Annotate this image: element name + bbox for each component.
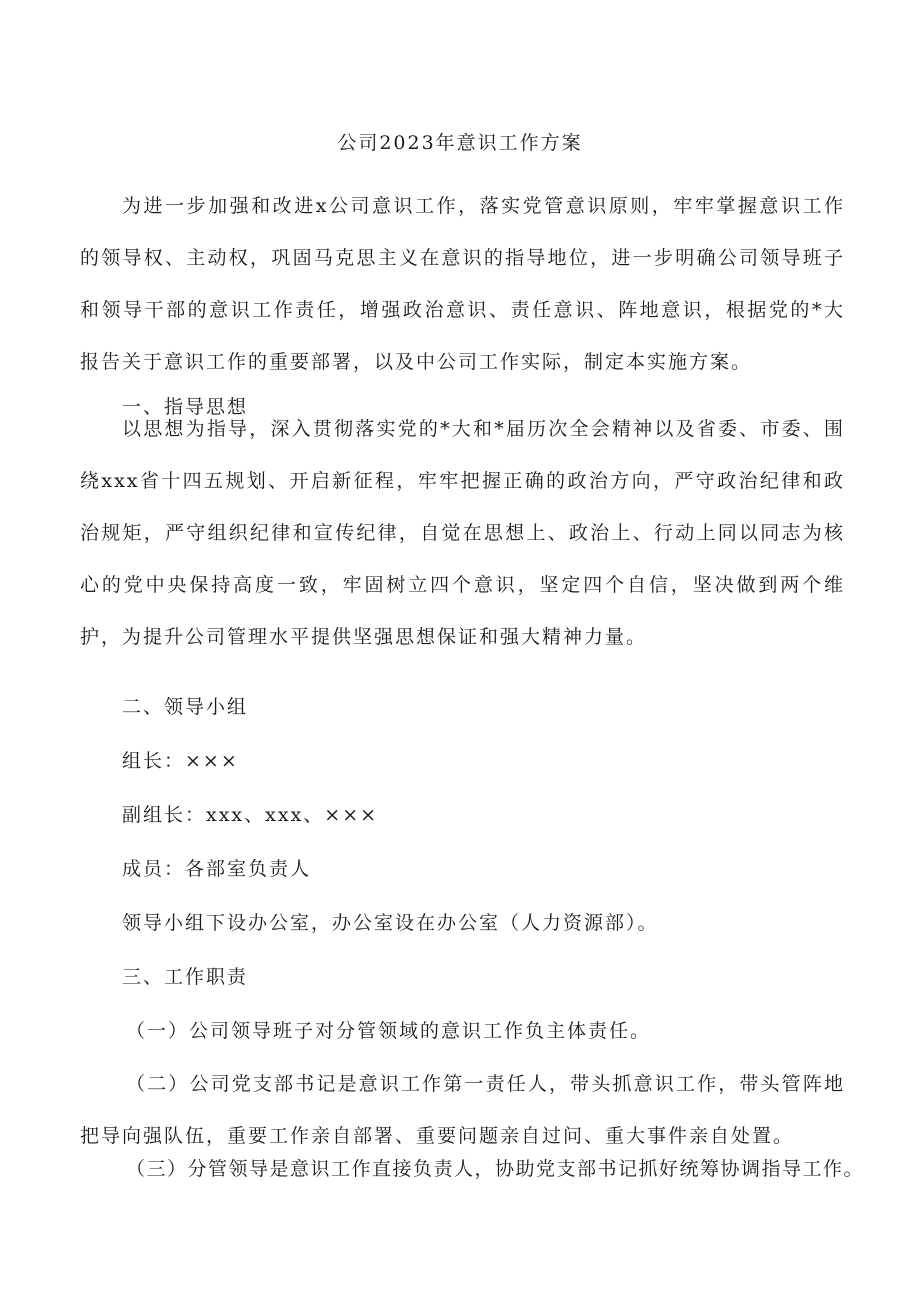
responsibility-item-1: （一）公司领导班子对分管领域的意识工作负主体责任。 — [126, 1020, 652, 1042]
section-heading-leading-group: 二、领导小组 — [122, 696, 249, 718]
group-leader-line: 组长：××× — [122, 750, 239, 772]
section-heading-responsibilities: 三、工作职责 — [122, 966, 249, 988]
members-line: 成员：各部室负责人 — [122, 858, 312, 880]
deputy-leader-line: 副组长：xxx、xxx、××× — [122, 804, 379, 826]
guiding-ideology-paragraph: 以思想为指导，深入贯彻落实党的*大和*届历次全会精神以及省委、市委、围绕xxx省十四五规划、开启新征程，牢牢把握正确的政治方向，严守政治纪律和政治规矩，严守组织纪律和宣传纪律，自觉在思想上、政治上、行动上同以同志为核心的党中央保持高度一致，牢固树立四个意识，坚定四个自信，坚决做到两个维护，为提升公司管理水平提供坚强思想保证和强大精神力量。 — [80, 418, 845, 648]
section-heading-guiding-ideology: 一、指导思想 — [122, 396, 249, 418]
office-line: 领导小组下设办公室，办公室设在办公室（人力资源部）。 — [122, 912, 659, 934]
intro-paragraph: 为进一步加强和改进x公司意识工作，落实党管意识原则，牢牢掌握意识工作的领导权、主动权，巩固马克思主义在意识的指导地位，进一步明确公司领导班子和领导干部的意识工作责任，增强政治意识、责任意识、阵地意识，根据党的*大报告关于意识工作的重要部署，以及中公司工作实际，制定本实施方案。 — [80, 195, 845, 373]
document-title: 公司2023年意识工作方案 — [337, 132, 583, 154]
responsibility-item-3: （三）分管领导是意识工作直接负责人，协助党支部书记抓好统筹协调指导工作。 — [126, 1158, 865, 1180]
responsibility-item-2: （二）公司党支部书记是意识工作第一责任人，带头抓意识工作，带头管阵地把导向强队伍，重要工作亲自部署、重要问题亲自过问、重大事件亲自处置。 — [80, 1073, 845, 1147]
